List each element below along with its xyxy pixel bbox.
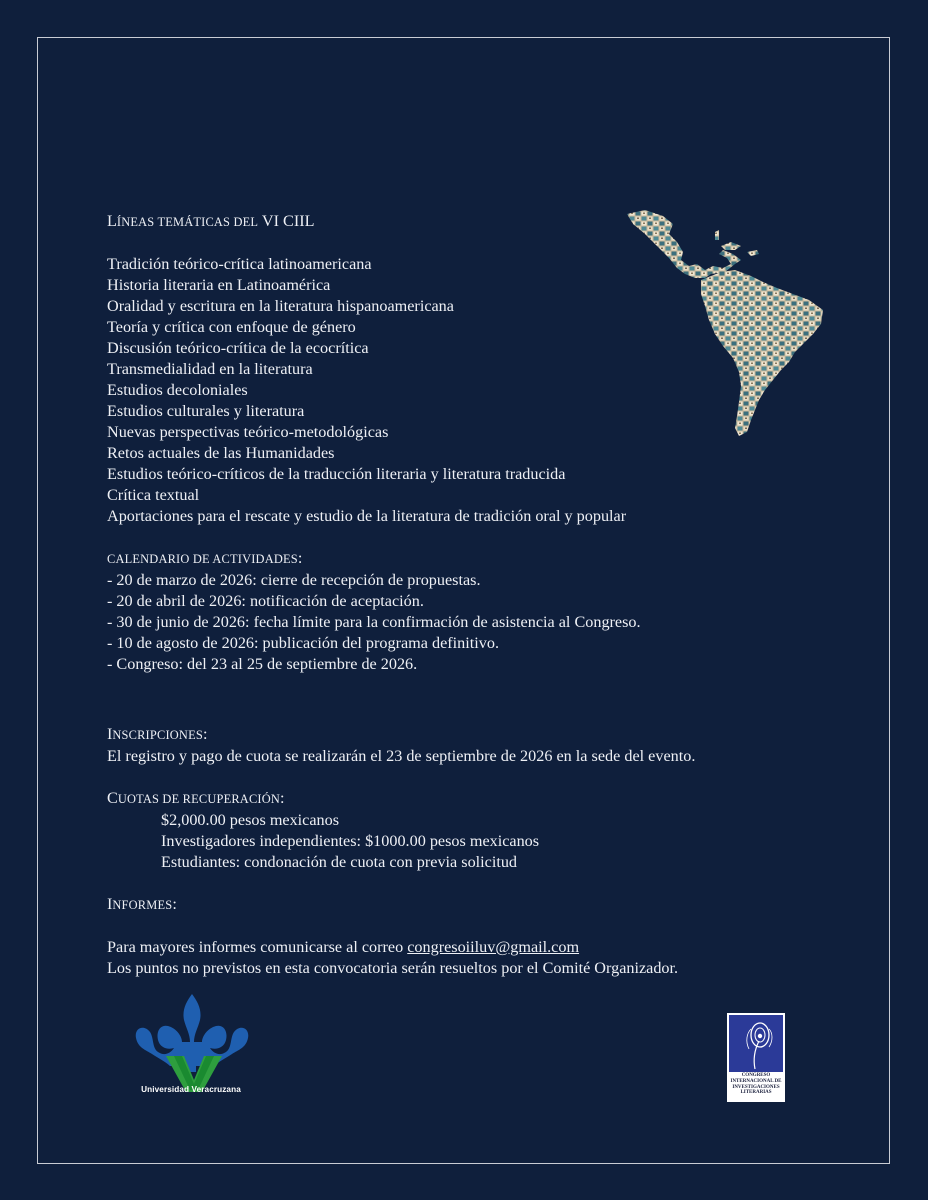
list-item: - Congreso: del 23 al 25 de septiembre de 2026.: [107, 655, 418, 673]
inscripciones-heading: INSCRIPCIONES:: [107, 725, 208, 743]
ciil-logo: [727, 1013, 785, 1102]
list-item: $2,000.00 pesos mexicanos: [161, 811, 340, 829]
cuotas-heading: CUOTAS DE RECUPERACIÓN:: [107, 789, 285, 807]
list-item: - 30 de junio de 2026: fecha límite para la confirmación de asistencia al Congreso.: [107, 613, 641, 631]
list-item: - 10 de agosto de 2026: publicación del programa definitivo.: [107, 634, 499, 652]
cuotas-list: [107, 810, 867, 873]
universidad-veracruzana-name: Universidad Veracruzana: [141, 1085, 241, 1094]
list-item: - 20 de abril de 2026: notificación de aceptación.: [107, 592, 424, 610]
list-item: Estudios decoloniales: [107, 381, 248, 399]
lineas-heading: LÍNEAS TEMÁTICAS DEL VI CIIL: [107, 212, 315, 230]
informes-note: Los puntos no previstos en esta convocatoria serán resueltos por el Comité Organizador.: [107, 959, 679, 977]
list-item: Tradición teórico-crítica latinoamericana: [107, 255, 372, 273]
list-item: Estudios teórico-críticos de la traducción literaria y literatura traducida: [107, 465, 566, 483]
list-item: Estudiantes: condonación de cuota con previa solicitud: [161, 853, 518, 871]
list-item: Nuevas perspectivas teórico-metodológicas: [107, 423, 389, 441]
list-item: - 20 de marzo de 2026: cierre de recepción de propuestas.: [107, 571, 481, 589]
informes-contact: [107, 937, 867, 958]
lineas-list: [107, 254, 867, 527]
list-item: Investigadores independientes: $1000.00 pesos mexicanos: [161, 832, 540, 850]
list-item: Discusión teórico-crítica de la ecocrítica: [107, 339, 369, 357]
calendario-list: [107, 570, 867, 675]
list-item: Historia literaria en Latinoamérica: [107, 276, 331, 294]
calendario-heading: CALENDARIO DE ACTIVIDADES:: [107, 549, 303, 567]
list-item: Estudios culturales y literatura: [107, 402, 305, 420]
list-item: Teoría y crítica con enfoque de género: [107, 318, 356, 336]
list-item: Crítica textual: [107, 486, 200, 504]
list-item: Retos actuales de las Humanidades: [107, 444, 335, 462]
peacock-feather-icon: [729, 1015, 783, 1072]
list-item: Aportaciones para el rescate y estudio de la literatura de tradición oral y popular: [107, 507, 627, 525]
email-link[interactable]: congresoiiluv@gmail.com: [407, 938, 580, 956]
contact-prefix: Para mayores informes comunicarse al correo: [107, 938, 408, 956]
main-content: [107, 211, 867, 979]
list-item: Transmedialidad en la literatura: [107, 360, 313, 378]
ciil-name: CONGRESO INTERNACIONAL DE INVESTIGACIONES LITERARIAS: [730, 1073, 782, 1096]
list-item: Oralidad y escritura en la literatura hispanoamericana: [107, 297, 454, 315]
inscripciones-text: El registro y pago de cuota se realizarán el 23 de septiembre de 2026 en la sede del evento.: [107, 747, 696, 765]
informes-heading: INFORMES:: [107, 895, 177, 913]
